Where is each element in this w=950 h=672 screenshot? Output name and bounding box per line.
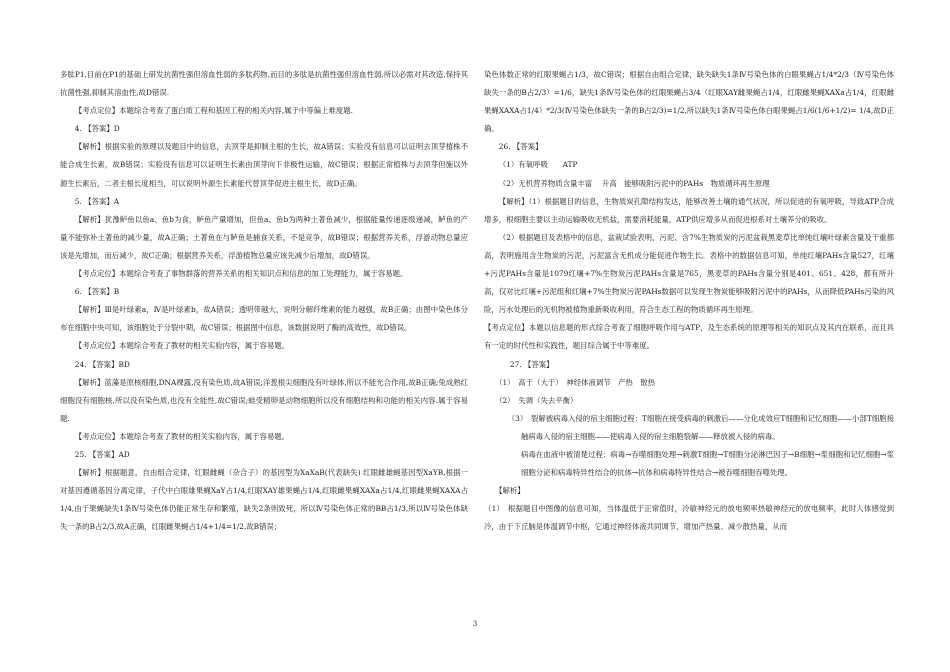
answer-heading: 26. 【答案】 bbox=[498, 142, 543, 152]
answer-line: （2） 失调（失去平衡） bbox=[495, 395, 578, 405]
paragraph: 【解析】蓝藻是原核细胞,DNA裸露,没有染色质,故A错误;洋葱根尖细胞没有叶绿体,所以不能光合作用,故B正确;兔成熟红细胞没有细胞核,所以没有染色质,也没有全能性,故C错误;蛙受精卵是动物细胞所以没有细胞结构和功能的相关内容.属于容易题. bbox=[60, 377, 468, 423]
right-column bbox=[484, 66, 894, 536]
paragraph: 【考点定位】本题综合考查了事物群落的营养关系的相关知识点和信息的加工处理能力，属于容易题。 bbox=[74, 269, 408, 279]
paragraph: 【解析】Ⅲ是叶绿素a，Ⅳ是叶绿素b，故A错误；透明带越大，说明分解纤维素的能力越强，故B正确；由图中染色体分布在细胞中央可知，该细胞处于分裂中期，故C错误；根据图中信息，该数据说明了酶的高效性，故D错误。 bbox=[60, 305, 468, 333]
answer-line: （3） 裂解被病毒入侵的宿主细胞过程：T细胞在接受病毒的刺激后——分化成效应T细胞和记忆细胞——小部T细胞接触病毒入侵的宿主细胞——使病毒入侵的宿主细胞裂解——释放被入侵的病毒。 bbox=[507, 413, 894, 441]
answer-heading: 5. 【答案】A bbox=[74, 196, 120, 206]
answer-heading: 24. 【答案】BD bbox=[74, 359, 130, 369]
paragraph: 【考点定位】本题综合考查了蛋白质工程和基因工程的相关内容,属于中等偏上难度题. bbox=[74, 106, 353, 116]
paragraph: 【解析】（1）根据题目的信息，生物质炭孔隙结构发达，能够改善土壤的通气状况，所以促进的有氧呼吸，导致ATP合成增多，根细胞主要以主动运输吸收无机盐，需要消耗能量，ATP供应增多从而促进根系对土壤养分的吸收。 bbox=[484, 196, 894, 224]
page-number: 3 bbox=[472, 620, 478, 628]
answer-line: （2）无机营养物质含量丰富 升高 能够吸附污泥中的PAHs 物质循环再生原理 bbox=[498, 178, 770, 188]
paragraph: （2）根据题目及表格中的信息，盆栽试验表明，污泥、含7%生物质炭的污泥盆栽黑麦草比单纯红壤叶绿素含量及干重都高，表明施用含生物炭的污泥，污泥富含无机成分能促进作物生长。表格中的数据信息可知，单纯红壤PAHs含量527，红壤+污泥PAHs含量是1079红壤+7%生物炭污泥PAHs含量是765，黑麦草的PAHs含量分别是401、651、428，都有所升高，仅对比红壤+污泥组和红壤+7%生物炭污泥PAHs数据可以发现生物炭能够吸附污泥中的PAHs，从而降低PAHs污染的风险，污水处理后的无机物被植物重新吸收利用，符合生态工程的物质循环再生原理。 bbox=[484, 232, 894, 315]
paragraph: （1） 根据题目中图像的信息可知，当体温低于正常值时，冷敏神经元的放电频率热敏神经元的放电频率，此时人体感觉到冷，由于下丘脑是体温调节中枢，它通过神经体液共同调节，增加产热量、减少散热量，从而 bbox=[484, 504, 894, 532]
paragraph: 【解析】根据题意，自由组合定律，红眼雌蝇（杂合子）的基因型为XaXaB(代表缺失) 红眼雌雄蝇基因型XaYB,根据一对基因遵循基因分离定律，子代中白眼雄果蝇XaY占1/4,红眼XAY雄果蝇占1/4,红眼雌果蝇XAXa占1/4,红眼雌果蝇XAXA占1/4,由于果蝇缺失1条Ⅳ号染色体仍能正常生存和繁殖，缺失2条则致死，所以Ⅳ号染色体正常的BB占1/3,所以Ⅳ号染色体缺失一条的B占2/3,故A正确，红眼雌果蝇占1/4+1/4=1/2,故B错误； bbox=[60, 468, 468, 532]
answer-line: （1）有氧呼吸 ATP bbox=[498, 160, 578, 170]
paragraph: 【考点定位】本题以信息题的形式综合考查了细胞呼吸作用与ATP，及生态系统的原理等相关的知识点及其内在联系，而且具有一定的时代性和实践性，题目综合属于中等难度。 bbox=[484, 323, 894, 351]
answer-line: 病毒在血液中被清楚过程：病毒→吞噬细胞处理→刺激T细胞→T细胞分泌淋巴因子→B细胞→浆细胞和记忆细胞→浆细胞分泌和病毒特异性结合的抗体→抗体和病毒特异性结合→被吞噬细胞吞噬处理。 bbox=[521, 449, 894, 478]
answer-line: （1） 高于（大于） 神经体液调节 产热 散热 bbox=[495, 377, 655, 387]
answer-heading: 25. 【答案】AD bbox=[74, 449, 130, 459]
left-column bbox=[60, 66, 468, 536]
paragraph: 【考点定位】本题综合考查了教材的相关实验内容，属于容易题。 bbox=[74, 341, 290, 351]
answer-heading: 27. 【答案】 bbox=[509, 359, 554, 369]
paragraph: 【解析】根据实验的原理以及题目中的信息，去顶芽是抑制主根的生长，故A错误；实验没有信息可以证明去顶芽植株不能合成生长素，故B错误；实验没有信息可以证明生长素由顶芽向下非极性运输，故C错误；根据正常植株与去顶芽但施以外源生长素后，二者主根长度相当，可以说明外源生长素能代替顶芽促进主根生长，故D正确。 bbox=[60, 142, 468, 188]
answer-heading: 6. 【答案】B bbox=[74, 287, 120, 297]
paragraph: 多肽P1,目前在P1的基础上研发抗菌性强但溶血性弱的多肽药物,而目的多肽是抗菌性强但溶血性弱,所以必需对其改造,保持其抗菌性强,抑制其溶血性,故D错误. bbox=[60, 70, 468, 98]
paragraph: 【考点定位】本题综合考查了教材的相关实验内容，属于容易题。 bbox=[74, 431, 290, 441]
paragraph: 【解析】犹豫鲈鱼以鱼a、鱼b为食，鲈鱼产量增加，但鱼a、鱼b为两种土著鱼减少，根据能量传递逐级递减，鲈鱼的产量不能弥补土著鱼的减少量，故A正确；土著鱼在与鲈鱼是捕食关系，不是竞争，故B错误；根据营养关系，浮游动物总量应该是先增加，而后减少，故C正确；根据营养关系，浮游植物总量应该先减少后增加，故D错误。 bbox=[60, 214, 468, 260]
answer-heading: 4. 【答案】D bbox=[74, 124, 120, 134]
paragraph: 染色体数正常的红眼果蝇占1/3，故C错误；根据自由组合定律，缺失缺失1条Ⅳ号染色体的白眼果蝇占1/4*2/3（Ⅳ号染色体缺失一条的B占2/3）=1/6，缺失1条Ⅳ号染色体的红眼果蝇占3/4（红眼XAY雌果蝇占1/4，红眼雌果蝇XAXa占1/4，红眼雌果蝇XAXA占1/4）*2/3(Ⅳ号染色体缺失一条的B占2/3)=1/2,所以缺失1条Ⅳ号染色体白眼果蝇占1/6(1/6+1/2)= 1/4,故D正确。 bbox=[484, 70, 894, 134]
analysis-heading: 【解析】 bbox=[495, 486, 525, 496]
